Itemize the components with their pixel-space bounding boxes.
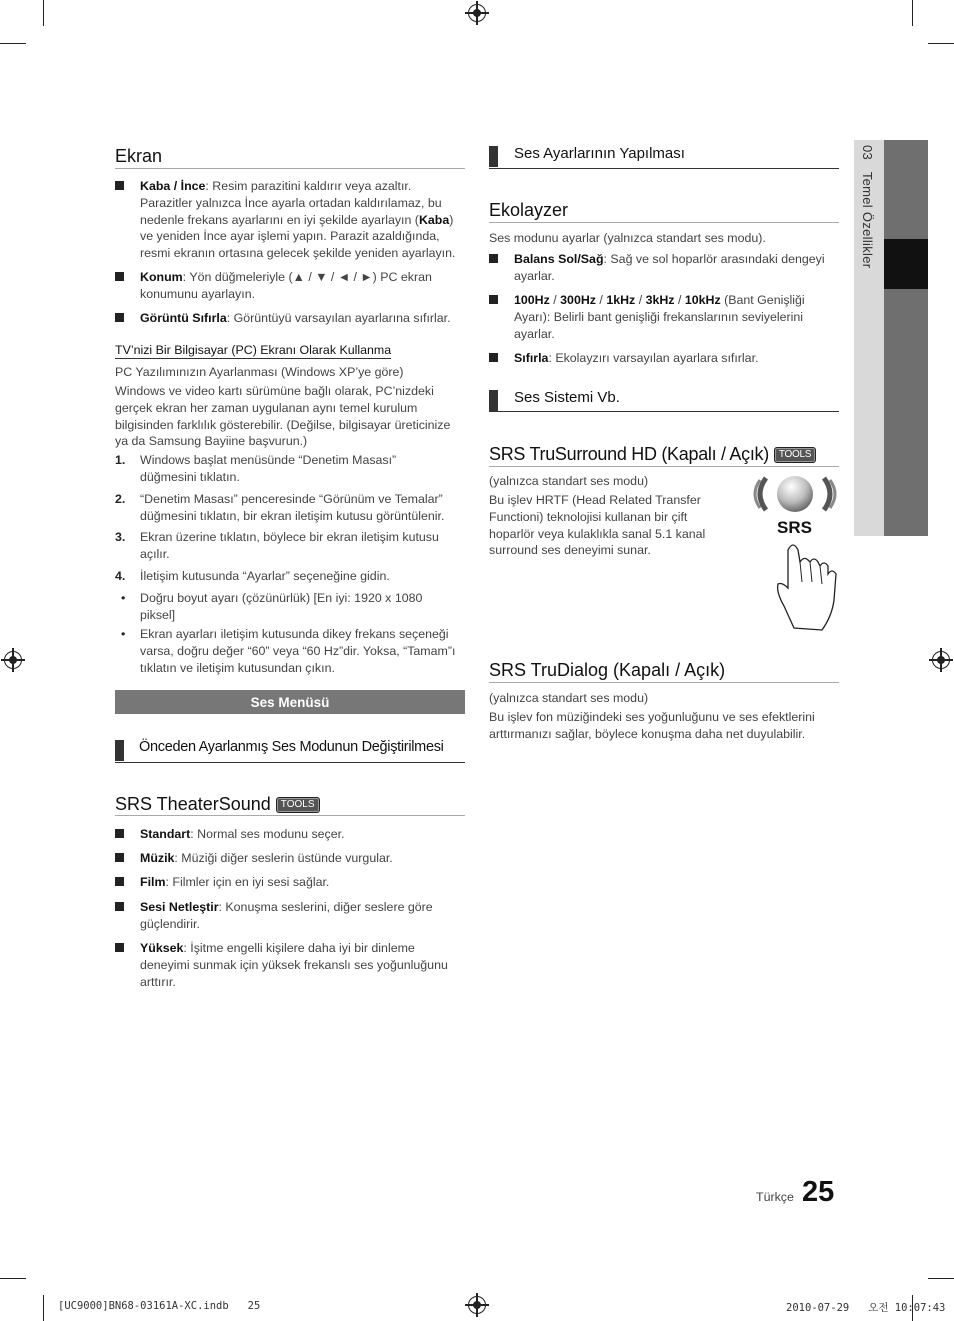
step-item: 3. Ekran üzerine tıklatın, böylece bir ekran iletişim kutusu açılır. [115, 530, 439, 561]
crop-mark [0, 1278, 26, 1279]
trusurround-text: Bu işlev HRTF (Head Related Transfer Functioni) teknolojisi kullanan bir çift hoparlör veya kulaklıkla sanal 5.1 kanal surround ses deneyimi sunar. [489, 493, 706, 558]
crop-mark [43, 0, 44, 26]
list-item: Sesi Netleştir: Konuşma seslerini, diğer seslere göre güçlendirir. [115, 899, 460, 933]
ekolayzer-title: Ekolayzer [489, 200, 569, 220]
list-item: Standart: Normal ses modunu seçer. [115, 826, 470, 843]
chapter-tab-marker [884, 239, 928, 289]
trudialog-note: (yalnızca standart ses modu) [489, 691, 649, 705]
crop-mark [928, 43, 954, 44]
sound-settings-subheading: Ses Ayarlarının Yapılması [514, 145, 685, 162]
list-item: Film: Filmler için en iyi sesi sağlar. [115, 874, 470, 891]
srs-logo [752, 470, 838, 636]
step-item: 1. Windows başlat menüsünde “Denetim Masası” düğmesini tıklatın. [115, 453, 397, 484]
srs-logo-icon [752, 470, 838, 636]
list-item: Konum: Yön düğmeleriyle (▲ / ▼ / ◄ / ►) PC ekran konumunu ayarlayın. [115, 269, 462, 303]
chapter-tab-dark [884, 140, 928, 536]
registration-mark-icon [468, 1296, 486, 1314]
trusurround-note: (yalnızca standart ses modu) [489, 474, 649, 488]
preset-sound-subheading: Önceden Ayarlanmış Ses Modunun Değiştirilmesi [139, 739, 444, 755]
registration-mark-icon [932, 651, 950, 669]
list-item: 100Hz / 300Hz / 1kHz / 3kHz / 10kHz (Bant Genişliği Ayarı): Belirli bant genişliği frekanslarının seviyelerini ayarlar. [489, 292, 834, 342]
divider [489, 682, 839, 683]
trudialog-title: SRS TruDialog (Kapalı / Açık) [489, 660, 726, 680]
subheading-bar [489, 390, 498, 411]
subheading-bar [115, 740, 124, 761]
bullet-item: • Doğru boyut ayarı (çözünürlük) [En iyi: 1920 x 1080 piksel] [121, 591, 423, 622]
ekran-title: Ekran [115, 146, 163, 166]
list-item: Kaba / İnce: Resim parazitini kaldırır veya azaltır. Parazitler yalnızca İnce ayarla ortadan kaldırılamaz, bu nedenle frekans ayarlarını en iyi şekilde ayarlayın (Kaba) ve yeniden İnce ayar işlemi yapın. Parazit azaldığında, resmi ekranın ortasına gelecek şekilde yeniden ayarlayın. [115, 178, 462, 262]
chapter-label: 03 Temel Özellikler [860, 145, 875, 269]
list-item: Yüksek: İşitme engelli kişilere daha iyi bir dinleme deneyimi sunmak için yüksek frekanslı ses yoğunluğunu arttırır. [115, 940, 465, 990]
subheading-bar [489, 146, 498, 167]
divider [115, 762, 465, 763]
divider [115, 815, 465, 816]
tools-icon: TOOLS [774, 447, 816, 463]
footer-date: 2010-07-29 오전 10:07:43 [786, 1302, 946, 1314]
step-item: 4. İletişim kutusunda “Ayarlar” seçeneğine gidin. [115, 569, 390, 583]
footer-language: Türkçe [756, 1190, 794, 1204]
section-banner: Ses Menüsü [115, 690, 465, 714]
ekolayzer-intro: Ses modunu ayarlar (yalnızca standart ses modu). [489, 231, 766, 245]
footer-file: [UC9000]BN68-03161A-XC.indb 25 [58, 1300, 261, 1312]
crop-mark [43, 1295, 44, 1321]
list-item: Sıfırla: Ekolayzırı varsayılan ayarlara sıfırlar. [489, 350, 839, 367]
pc-heading: TV’nizi Bir Bilgisayar (PC) Ekranı Olarak Kullanma [115, 343, 392, 357]
list-item: Görüntü Sıfırla: Görüntüyü varsayılan ayarlarına sıfırlar. [115, 310, 485, 327]
divider [489, 222, 839, 223]
crop-mark [912, 0, 913, 26]
trudialog-text: Bu işlev fon müziğindeki ses yoğunluğunu ve ses efektlerini arttırmanızı sağlar, böylece konuşma daha net duyulabilir. [489, 710, 815, 741]
trusurround-title: SRS TruSurround HD (Kapalı / Açık) TOOLS [489, 444, 816, 465]
divider [489, 168, 839, 169]
crop-mark [0, 43, 26, 44]
pc-intro: PC Yazılımınızın Ayarlanması (Windows XP’ye göre) [115, 365, 404, 379]
divider [489, 466, 839, 467]
registration-mark-icon [468, 4, 486, 22]
srs-logo-text: SRS [777, 518, 812, 537]
list-item: Müzik: Müziği diğer seslerin üstünde vurgular. [115, 850, 470, 867]
divider [115, 168, 465, 169]
divider [489, 411, 839, 412]
bullet-item: • Ekran ayarları iletişim kutusunda dikey frekans seçeneği varsa, doğru değer “60” veya “60 Hz”dir. Yoksa, “Tamam”ı tıklatın ve iletişim kutusundan çıkın. [121, 627, 456, 675]
sound-system-subheading: Ses Sistemi Vb. [514, 389, 620, 406]
step-item: 2. “Denetim Masası” penceresinde “Görünüm ve Temalar” düğmesini tıklatın, bir ekran iletişim kutusu görüntülenir. [115, 492, 445, 523]
crop-mark [928, 1278, 954, 1279]
pc-intro-detail: Windows ve video kartı sürümüne bağlı olarak, PC’nizdeki gerçek ekran her zaman uygulanan aynı temel kurulum bilgisinden farklılık gösterebilir. (Değilse, bilgisayar üreticinize ya da Samsung Bayiine başvurun.) [115, 384, 451, 449]
tools-icon: TOOLS [276, 797, 320, 813]
page-number: 25 [802, 1176, 835, 1208]
theatersound-title: SRS TheaterSound TOOLS [115, 794, 320, 815]
registration-mark-icon [4, 651, 22, 669]
list-item: Balans Sol/Sağ: Sağ ve sol hoparlör arasındaki dengeyi ayarlar. [489, 251, 839, 285]
